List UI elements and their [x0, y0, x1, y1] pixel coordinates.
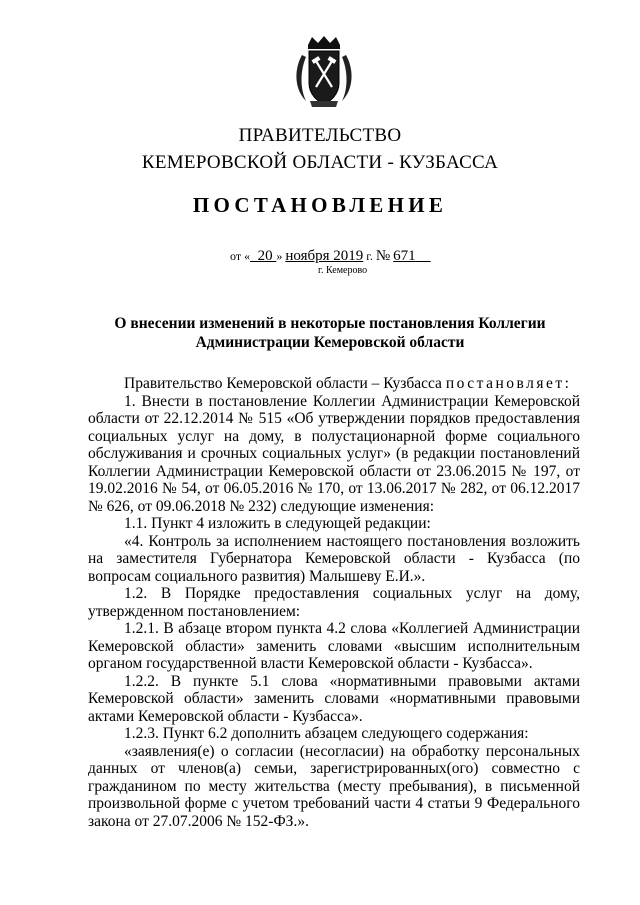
- paragraph-1-2-1: 1.2.1. В абзаце втором пункта 4.2 слова «Коллегией Администрации Кемеровской области» заменить словами «высшим исполнительным органом государственной власти Кемеровской области - Кузбасса».: [88, 620, 580, 672]
- document-city: г. Кемерово: [318, 265, 368, 276]
- paragraph-1-1: 1.1. Пункт 4 изложить в следующей редакции:: [124, 515, 431, 532]
- paragraph-intro: Правительство Кемеровской области – Кузбасса постановляет:: [124, 375, 572, 392]
- paragraph-1-2: 1.2. В Порядке предоставления социальных услуг на дому, утвержденном постановлением:: [88, 585, 580, 620]
- paragraph-1-2-2: 1.2.2. В пункте 5.1 слова «нормативными правовыми актами Кемеровской области» заменить словами «нормативными правовыми актами Кемеровской области - Кузбасса».: [88, 672, 580, 725]
- paragraph-1: 1. Внести в постановление Коллегии Администрации Кемеровской области от 22.12.2014 № 515 «Об утверждении порядков предоставления социальных услуг на дому, в полустационарной форме социального обслуживания и срочных социальных услуг» (в редакции постановлений Коллегии Администрации Кемеровской области от 23.06.2015 № 197, от 19.02.2016 № 54, от 06.05.2016 № 170, от 13.06.2017 № 282, от 06.12.2017 № 626, от 09.06.2018 № 232) следующие изменения:: [88, 392, 580, 515]
- date-month-year: ноября 2019: [285, 248, 364, 264]
- document-subject: О внесении изменений в некоторые постановления Коллегии Администрации Кемеровской области: [114, 315, 546, 351]
- number-sign: №: [375, 248, 391, 264]
- paragraph-1-2-3: 1.2.3. Пункт 6.2 дополнить абзацем следующего содержания:: [124, 725, 529, 742]
- date-quote-close: »: [276, 249, 283, 263]
- document-type-title: ПОСТАНОВЛЕНИЕ: [192, 193, 448, 217]
- government-name-line2: КЕМЕРОВСКОЙ ОБЛАСТИ - КУЗБАССА: [141, 152, 499, 173]
- date-year-suffix: г.: [366, 249, 373, 263]
- document-date-number: [230, 248, 431, 265]
- date-day: 20: [257, 248, 273, 264]
- date-prefix: от «: [230, 249, 251, 263]
- paragraph-1-1-text: «4. Контроль за исполнением настоящего постановления возложить на заместителя Губернатора Кемеровской области - Кузбасса (по вопросам социального развития) Малышеву Е.И.».: [88, 532, 580, 585]
- government-name-line1: ПРАВИТЕЛЬСТВО: [238, 125, 402, 146]
- paragraph-1-2-3-text: «заявления(е) о согласии (несогласии) на обработку персональных данных от членов(а) семьи, зарегистрированных(ого) совместно с гражданином по месту жительства (месту пребывания), в письменной произвольной форме с учетом требований части 4 статьи 9 Федерального закона от 27.07.2006 № 152-ФЗ.».: [88, 742, 580, 830]
- coat-of-arms-emblem: [292, 35, 356, 111]
- document-body: [88, 375, 580, 830]
- document-number: 671: [393, 248, 416, 264]
